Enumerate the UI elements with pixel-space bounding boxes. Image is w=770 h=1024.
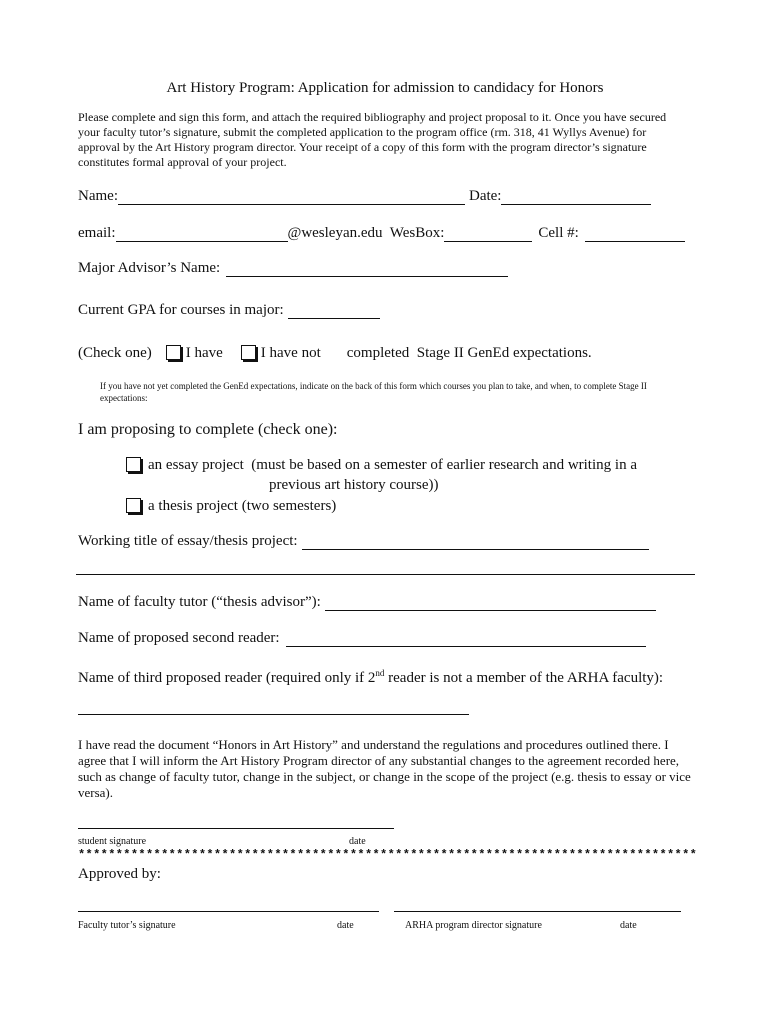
- student-signature-line[interactable]: [78, 828, 394, 829]
- essay-option-label: an essay project (must be based on a semester of earlier research and writing in a: [148, 457, 637, 473]
- i-have-checkbox[interactable]: [166, 345, 181, 360]
- separator-stars: **********************************************************************************: [78, 848, 698, 862]
- faculty-tutor-label: Name of faculty tutor (“thesis advisor”):: [78, 594, 321, 610]
- check-one-label: (Check one): [78, 345, 152, 361]
- thesis-option-row: [126, 498, 336, 515]
- completed-label: completed Stage II GenEd expectations.: [346, 345, 592, 361]
- faculty-tutor-row: [78, 594, 656, 611]
- working-title-field[interactable]: [302, 535, 649, 550]
- working-title-label: Working title of essay/thesis project:: [78, 533, 298, 549]
- director-signature-line[interactable]: [394, 911, 681, 912]
- cell-label: Cell #:: [538, 225, 579, 241]
- gpa-row: [78, 302, 380, 319]
- i-have-not-label: I have not: [260, 345, 321, 361]
- name-label: Name:: [78, 188, 118, 204]
- working-title-row: [78, 533, 649, 550]
- proposing-heading: [78, 421, 337, 439]
- essay-checkbox[interactable]: [126, 457, 141, 472]
- second-reader-field[interactable]: [286, 632, 646, 647]
- gened-row: [78, 345, 592, 362]
- form-title: Art History Program: Application for admission to candidacy for Honors: [166, 80, 604, 96]
- date-label: Date:: [468, 188, 502, 204]
- third-reader-field[interactable]: [78, 714, 469, 715]
- name-field[interactable]: [118, 190, 465, 205]
- advisor-row: [78, 260, 508, 277]
- proposing-label: I am proposing to complete (check one):: [78, 421, 338, 438]
- instructions-paragraph: Please complete and sign this form, and attach the required bibliography and project proposal to it. Once you have secured your faculty tutor’s signature, submit the completed application to the program office (rm. 318, 41 Wyllys Avenue) for approval by the Art History program director. Your receipt of a copy of this form with the program director’s signature constitutes formal approval of your project.: [78, 110, 667, 169]
- i-have-label: I have: [185, 345, 223, 361]
- approved-by-row: [78, 866, 161, 883]
- essay-option-cont-label: previous art history course)): [269, 477, 439, 493]
- third-reader-row: [78, 668, 663, 687]
- faculty-tutor-field[interactable]: [325, 596, 656, 611]
- second-reader-label: Name of proposed second reader:: [78, 630, 280, 646]
- third-reader-label: Name of third proposed reader (required only if 2nd reader is not a member of the ARHA faculty):: [78, 668, 664, 686]
- second-reader-row: [78, 630, 646, 647]
- section-divider: [76, 574, 695, 575]
- email-field[interactable]: [116, 227, 288, 242]
- gpa-label: Current GPA for courses in major:: [78, 302, 284, 318]
- gened-note: If you have not yet completed the GenEd expectations, indicate on the back of this form which courses you plan to take, and when, to complete Stage II expectations:: [100, 381, 647, 403]
- email-label: email:: [78, 225, 116, 241]
- approved-by-label: Approved by:: [78, 866, 161, 882]
- thesis-checkbox[interactable]: [126, 498, 141, 513]
- student-date-label: date: [349, 836, 366, 847]
- thesis-option-label: a thesis project (two semesters): [148, 498, 337, 514]
- contact-row: [78, 225, 685, 242]
- essay-option-cont: [269, 477, 439, 494]
- faculty-signature-label: Faculty tutor’s signature: [78, 920, 176, 931]
- email-domain-label: @wesleyan.edu WesBox:: [287, 225, 445, 241]
- essay-option-row: [126, 457, 637, 474]
- wesbox-field[interactable]: [444, 227, 532, 242]
- director-date-label: date: [620, 920, 637, 931]
- faculty-signature-line[interactable]: [78, 911, 379, 912]
- student-signature-label: student signature: [78, 836, 147, 847]
- name-date-row: [78, 188, 651, 205]
- faculty-date-label: date: [337, 920, 354, 931]
- director-signature-label: ARHA program director signature: [405, 920, 542, 931]
- advisor-label: Major Advisor’s Name:: [78, 260, 221, 276]
- agreement-paragraph: I have read the document “Honors in Art History” and understand the regulations and procedures outlined there. I agree that I will inform the Art History Program director of any substantial changes to the agreement recorded here, such as change of faculty tutor, change in the subject, or change in the scope of the project (e.g. thesis to essay or vice versa).: [78, 737, 691, 800]
- i-have-not-checkbox[interactable]: [241, 345, 256, 360]
- date-field[interactable]: [501, 190, 651, 205]
- cell-field[interactable]: [585, 227, 685, 242]
- gpa-field[interactable]: [288, 304, 380, 319]
- advisor-field[interactable]: [226, 262, 508, 277]
